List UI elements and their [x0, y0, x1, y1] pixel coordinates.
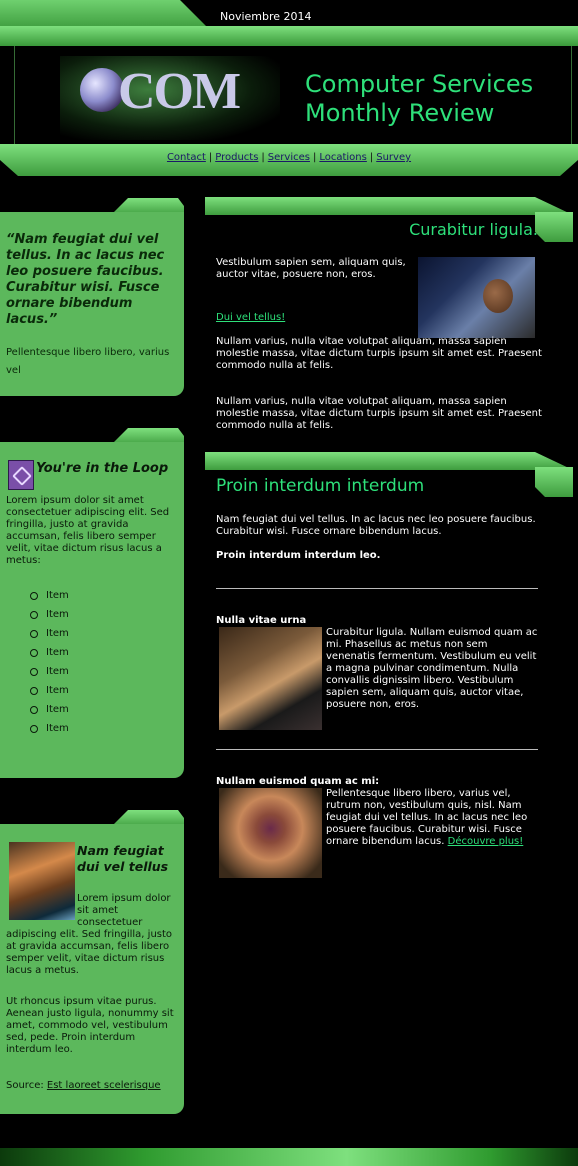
feature-text-1: Lorem ipsum dolor sit amet consectetuer [77, 893, 171, 928]
top-strip [0, 26, 578, 46]
source-link[interactable]: Est laoreet scelerisque [46, 1080, 161, 1091]
footer-bar [0, 1148, 578, 1166]
item2-text: Pellentesque libero libero, varius vel, rutrum non, vestibulum quis, nisl. Nam feugiat dui vel tellus. In ac lacus nec leo posuere faucibus. Curabitur wisi. Fusce ornare bibendum lacus. [326, 788, 528, 847]
section2-header-bar [205, 452, 573, 470]
list-item: Item [30, 590, 170, 609]
list-item: Item [30, 685, 170, 704]
book-icon [8, 460, 34, 490]
item1-title: Nulla vitae urna [216, 615, 307, 626]
hands-globe-photo [219, 788, 322, 878]
list-item: Item [30, 666, 170, 685]
list-item: Item [30, 723, 170, 742]
section1-link[interactable]: Dui vel tellus! [216, 312, 286, 323]
list-item: Item [30, 609, 170, 628]
title-line-2: Monthly Review [305, 99, 495, 127]
nav-locations-link[interactable]: Locations [319, 152, 367, 163]
handshake-photo [219, 627, 322, 730]
item1-text: Curabitur ligula. Nullam euismod quam ac mi. Phasellus ac metus non sem venenatis fermentum. Vestibulum eu velit a magna pulvinar condimentum. Nulla convallis dignissim libero. Vestibulum sapien sem, aliquam quis, auctor vitae, posuere non, eros. [326, 627, 538, 710]
nav-contact-link[interactable]: Contact [166, 152, 206, 163]
list-item: Item [30, 647, 170, 666]
section2-paragraph: Nam feugiat dui vel tellus. In ac lacus nec leo posuere faucibus. Curabitur wisi. Fusce ornare bibendum lacus. [216, 514, 536, 537]
feature-text-2: adipiscing elit. Sed fringilla, justo at gravida accumsan, felis libero semper velit, vitae dictum risus lacus a metus. [6, 929, 173, 976]
list-item: Item [30, 628, 170, 647]
loop-list [30, 590, 170, 742]
feature-title: Nam feugiat dui vel tellus [77, 843, 169, 874]
section2-title: Proin interdum interdum [216, 476, 425, 496]
loop-title: You're in the Loop [36, 461, 169, 476]
item2-title: Nullam euismod quam ac mi: [216, 776, 380, 787]
nav-separator: | [369, 152, 374, 163]
nav-links [0, 152, 578, 163]
item2-text-block [326, 788, 538, 848]
issue-date: Noviembre 2014 [220, 10, 312, 23]
nav-services-link[interactable]: Services [267, 152, 310, 163]
nav-products-link[interactable]: Products [215, 152, 259, 163]
title-line-1: Computer Services [305, 70, 534, 98]
businessman-photo [418, 257, 535, 338]
nav-separator: | [208, 152, 213, 163]
page-title [305, 70, 533, 128]
divider [216, 588, 538, 589]
section1-title: Curabitur ligula. [409, 220, 538, 239]
pull-quote: “Nam feugiat dui vel tellus. In ac lacus nec leo posuere faucibus. Curabitur wisi. Fusce ornare bibendum lacus.” [6, 232, 165, 327]
logo-text: COM [118, 63, 240, 120]
nav-survey-link[interactable]: Survey [376, 152, 412, 163]
section1-header-cap [535, 212, 573, 242]
feature-text-3: Ut rhoncus ipsum vitae purus. Aenean justo ligula, nonummy sit amet, commodo vel, vestibulum sed, pede. Proin interdum interdum leo. [6, 996, 174, 1055]
nav-separator: | [312, 152, 317, 163]
list-item: Item [30, 704, 170, 723]
source-line [6, 1080, 186, 1091]
quote-subtext: Pellentesque libero libero, varius vel [6, 347, 170, 376]
loop-text: Lorem ipsum dolor sit amet consectetuer adipiscing elit. Sed fringilla, justo at gravida accumsan, felis libero semper velit, vitae dictum risus lacus a metus: [6, 495, 170, 566]
nav-separator: | [261, 152, 265, 163]
source-label: Source: [6, 1080, 44, 1091]
section2-header-cap [535, 467, 573, 497]
discover-more-link[interactable]: Découvre plus! [447, 836, 524, 847]
divider [216, 749, 538, 750]
section1-header-bar [205, 197, 573, 215]
section1-paragraph-3: Nullam varius, nulla vitae volutpat aliquam, massa sapien molestie massa, vitae dictum turpis ipsum sit amet est. Praesent commodo nulla at felis. [216, 396, 542, 431]
cave-photo [9, 842, 75, 920]
section1-paragraph-2: Nullam varius, nulla vitae volutpat aliquam, massa sapien molestie massa, vitae dictum turpis ipsum sit amet est. Praesent commodo nulla at felis. [216, 336, 542, 371]
section2-bold-text: Proin interdum interdum leo. [216, 550, 381, 561]
section1-paragraph-1: Vestibulum sapien sem, aliquam quis, auctor vitae, posuere non, eros. [216, 257, 406, 280]
